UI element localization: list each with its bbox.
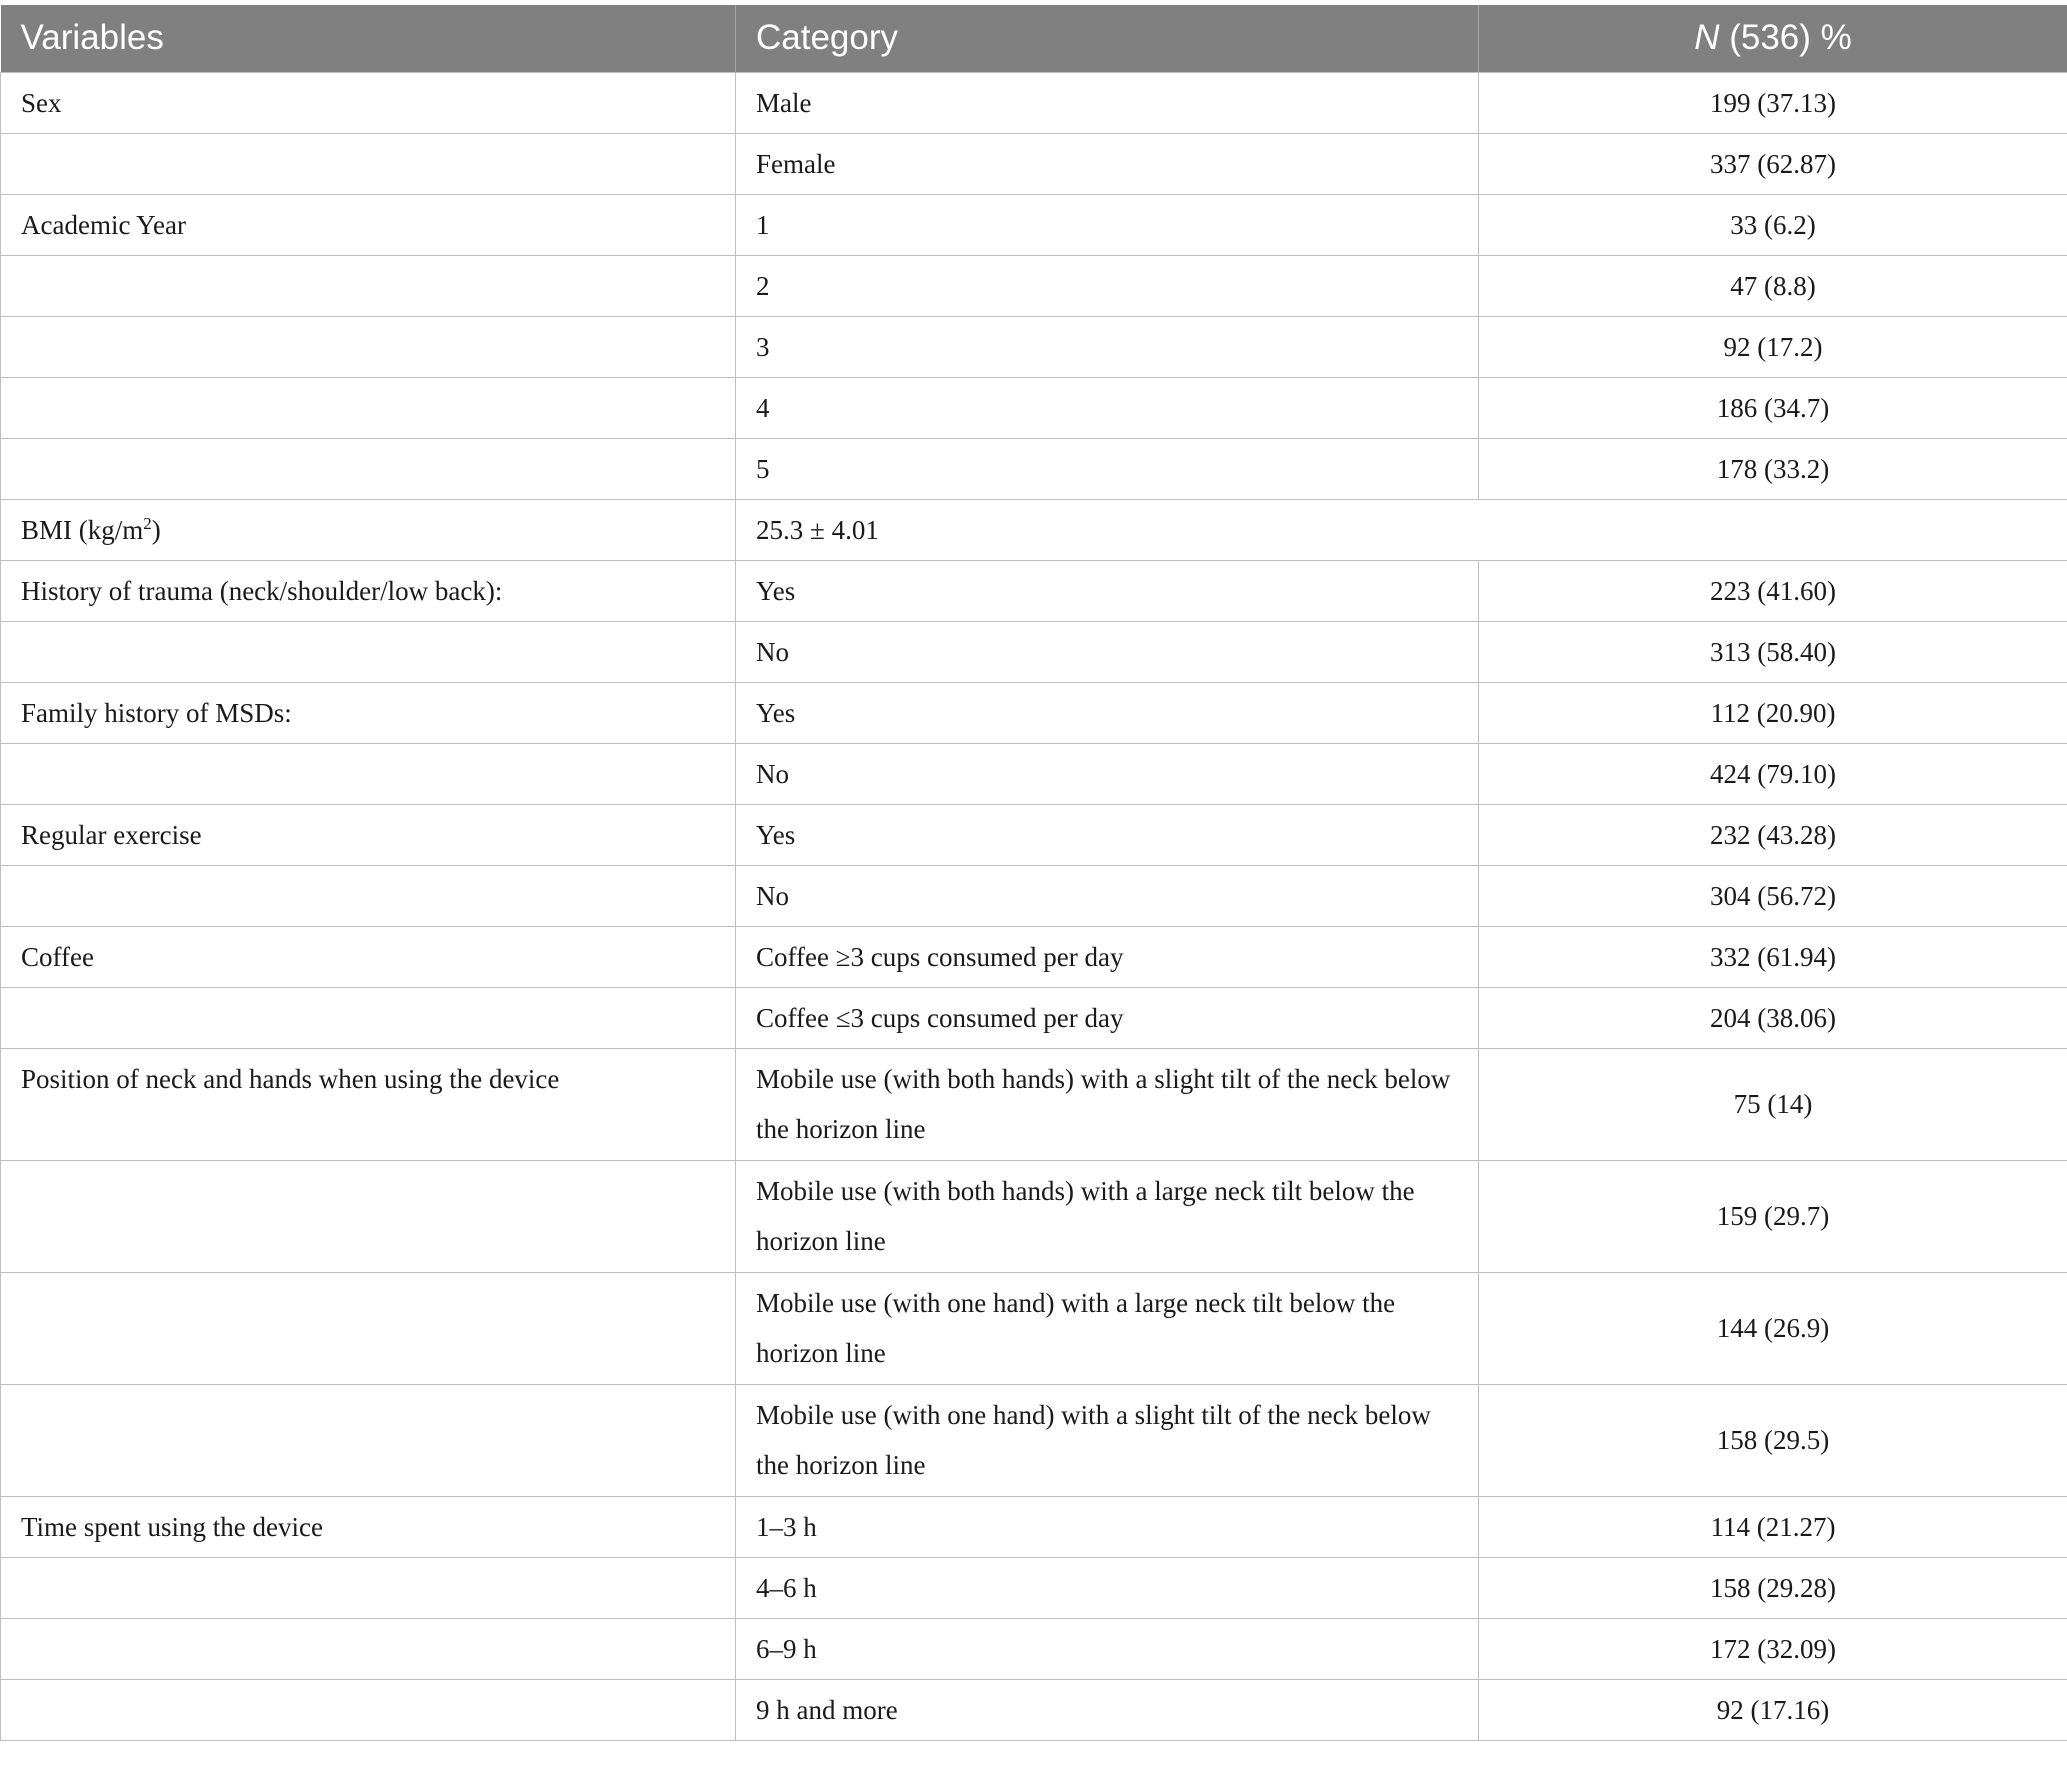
variable-cell: [1, 987, 736, 1048]
table-row: [1, 1384, 2067, 1496]
bmi-label-close: ): [151, 514, 161, 545]
category-cell: Yes: [736, 560, 1479, 621]
category-cell: Female: [736, 133, 1479, 194]
header-variables: Variables: [1, 5, 736, 72]
value-cell: 114 (21.27): [1479, 1496, 2067, 1557]
variable-cell: [1, 255, 736, 316]
header-n-percent: [1479, 5, 2067, 72]
value-cell: 159 (29.7): [1479, 1160, 2067, 1272]
category-cell: Yes: [736, 682, 1479, 743]
table-row: [1, 255, 2067, 316]
value-cell: 92 (17.2): [1479, 316, 2067, 377]
variable-cell: [1, 499, 736, 560]
value-cell: 144 (26.9): [1479, 1272, 2067, 1384]
category-cell: Male: [736, 72, 1479, 133]
value-cell: 204 (38.06): [1479, 987, 2067, 1048]
value-cell: 232 (43.28): [1479, 804, 2067, 865]
table-row: [1, 72, 2067, 133]
value-cell: 172 (32.09): [1479, 1618, 2067, 1679]
table-row: [1, 1272, 2067, 1384]
header-n-rest: (536) %: [1719, 18, 1852, 58]
bmi-value-cell: 25.3 ± 4.01: [736, 499, 2067, 560]
table-row: [1, 1618, 2067, 1679]
table-row: [1, 682, 2067, 743]
variable-cell: Sex: [1, 72, 736, 133]
value-cell: 92 (17.16): [1479, 1679, 2067, 1740]
table-row: [1, 438, 2067, 499]
header-n-italic: N: [1694, 18, 1720, 58]
value-cell: 112 (20.90): [1479, 682, 2067, 743]
value-cell: 313 (58.40): [1479, 621, 2067, 682]
table-row: [1, 621, 2067, 682]
category-cell: Coffee ≥3 cups consumed per day: [736, 926, 1479, 987]
bmi-label: BMI (kg/m: [21, 514, 144, 545]
category-cell: 1–3 h: [736, 1496, 1479, 1557]
table-row: [1, 743, 2067, 804]
category-cell: No: [736, 865, 1479, 926]
header-row: [1, 5, 2067, 72]
variable-cell: [1, 1557, 736, 1618]
category-cell: 5: [736, 438, 1479, 499]
category-cell: 4–6 h: [736, 1557, 1479, 1618]
value-cell: 332 (61.94): [1479, 926, 2067, 987]
header-category: Category: [736, 5, 1479, 72]
bmi-superscript: 2: [143, 513, 152, 533]
category-cell: 4: [736, 377, 1479, 438]
category-cell: Yes: [736, 804, 1479, 865]
table-row: [1, 1679, 2067, 1740]
table-row: [1, 499, 2067, 560]
variable-cell: [1, 1272, 736, 1384]
value-cell: 304 (56.72): [1479, 865, 2067, 926]
category-cell: Mobile use (with one hand) with a slight tilt of the neck below the horizon line: [736, 1384, 1479, 1496]
variable-cell: [1, 1618, 736, 1679]
value-cell: 223 (41.60): [1479, 560, 2067, 621]
value-cell: 186 (34.7): [1479, 377, 2067, 438]
category-cell: 3: [736, 316, 1479, 377]
table-row: [1, 865, 2067, 926]
variable-cell: Regular exercise: [1, 804, 736, 865]
variable-cell: [1, 377, 736, 438]
category-cell: 9 h and more: [736, 1679, 1479, 1740]
category-cell: Mobile use (with one hand) with a large neck tilt below the horizon line: [736, 1272, 1479, 1384]
value-cell: 158 (29.5): [1479, 1384, 2067, 1496]
value-cell: 75 (14): [1479, 1048, 2067, 1160]
variable-cell: History of trauma (neck/shoulder/low back):: [1, 560, 736, 621]
variable-cell: [1, 621, 736, 682]
variable-cell: [1, 1160, 736, 1272]
table-row: [1, 377, 2067, 438]
table-row: [1, 316, 2067, 377]
value-cell: 33 (6.2): [1479, 194, 2067, 255]
variable-cell: Academic Year: [1, 194, 736, 255]
category-cell: Mobile use (with both hands) with a large neck tilt below the horizon line: [736, 1160, 1479, 1272]
variable-cell: [1, 743, 736, 804]
variable-cell: Time spent using the device: [1, 1496, 736, 1557]
table-row: [1, 1160, 2067, 1272]
value-cell: 158 (29.28): [1479, 1557, 2067, 1618]
category-cell: 6–9 h: [736, 1618, 1479, 1679]
category-cell: No: [736, 743, 1479, 804]
category-cell: No: [736, 621, 1479, 682]
variable-cell: Coffee: [1, 926, 736, 987]
table-header: [1, 5, 2067, 72]
table-container: [0, 5, 2067, 1741]
table-body: [1, 72, 2067, 1740]
variable-cell: [1, 316, 736, 377]
table-row: [1, 926, 2067, 987]
table-row: [1, 133, 2067, 194]
category-cell: Mobile use (with both hands) with a slight tilt of the neck below the horizon line: [736, 1048, 1479, 1160]
table-row: [1, 987, 2067, 1048]
variable-cell: [1, 865, 736, 926]
table-row: [1, 1048, 2067, 1160]
value-cell: 199 (37.13): [1479, 72, 2067, 133]
table-row: [1, 560, 2067, 621]
variable-cell: Position of neck and hands when using the device: [1, 1048, 736, 1160]
category-cell: 1: [736, 194, 1479, 255]
table-row: [1, 1496, 2067, 1557]
value-cell: 337 (62.87): [1479, 133, 2067, 194]
variable-cell: Family history of MSDs:: [1, 682, 736, 743]
variable-cell: [1, 1679, 736, 1740]
variable-cell: [1, 1384, 736, 1496]
demographics-table: [0, 5, 2067, 1741]
table-row: [1, 194, 2067, 255]
table-row: [1, 1557, 2067, 1618]
table-row: [1, 804, 2067, 865]
variable-cell: [1, 133, 736, 194]
value-cell: 47 (8.8): [1479, 255, 2067, 316]
category-cell: Coffee ≤3 cups consumed per day: [736, 987, 1479, 1048]
value-cell: 424 (79.10): [1479, 743, 2067, 804]
variable-cell: [1, 438, 736, 499]
value-cell: 178 (33.2): [1479, 438, 2067, 499]
category-cell: 2: [736, 255, 1479, 316]
